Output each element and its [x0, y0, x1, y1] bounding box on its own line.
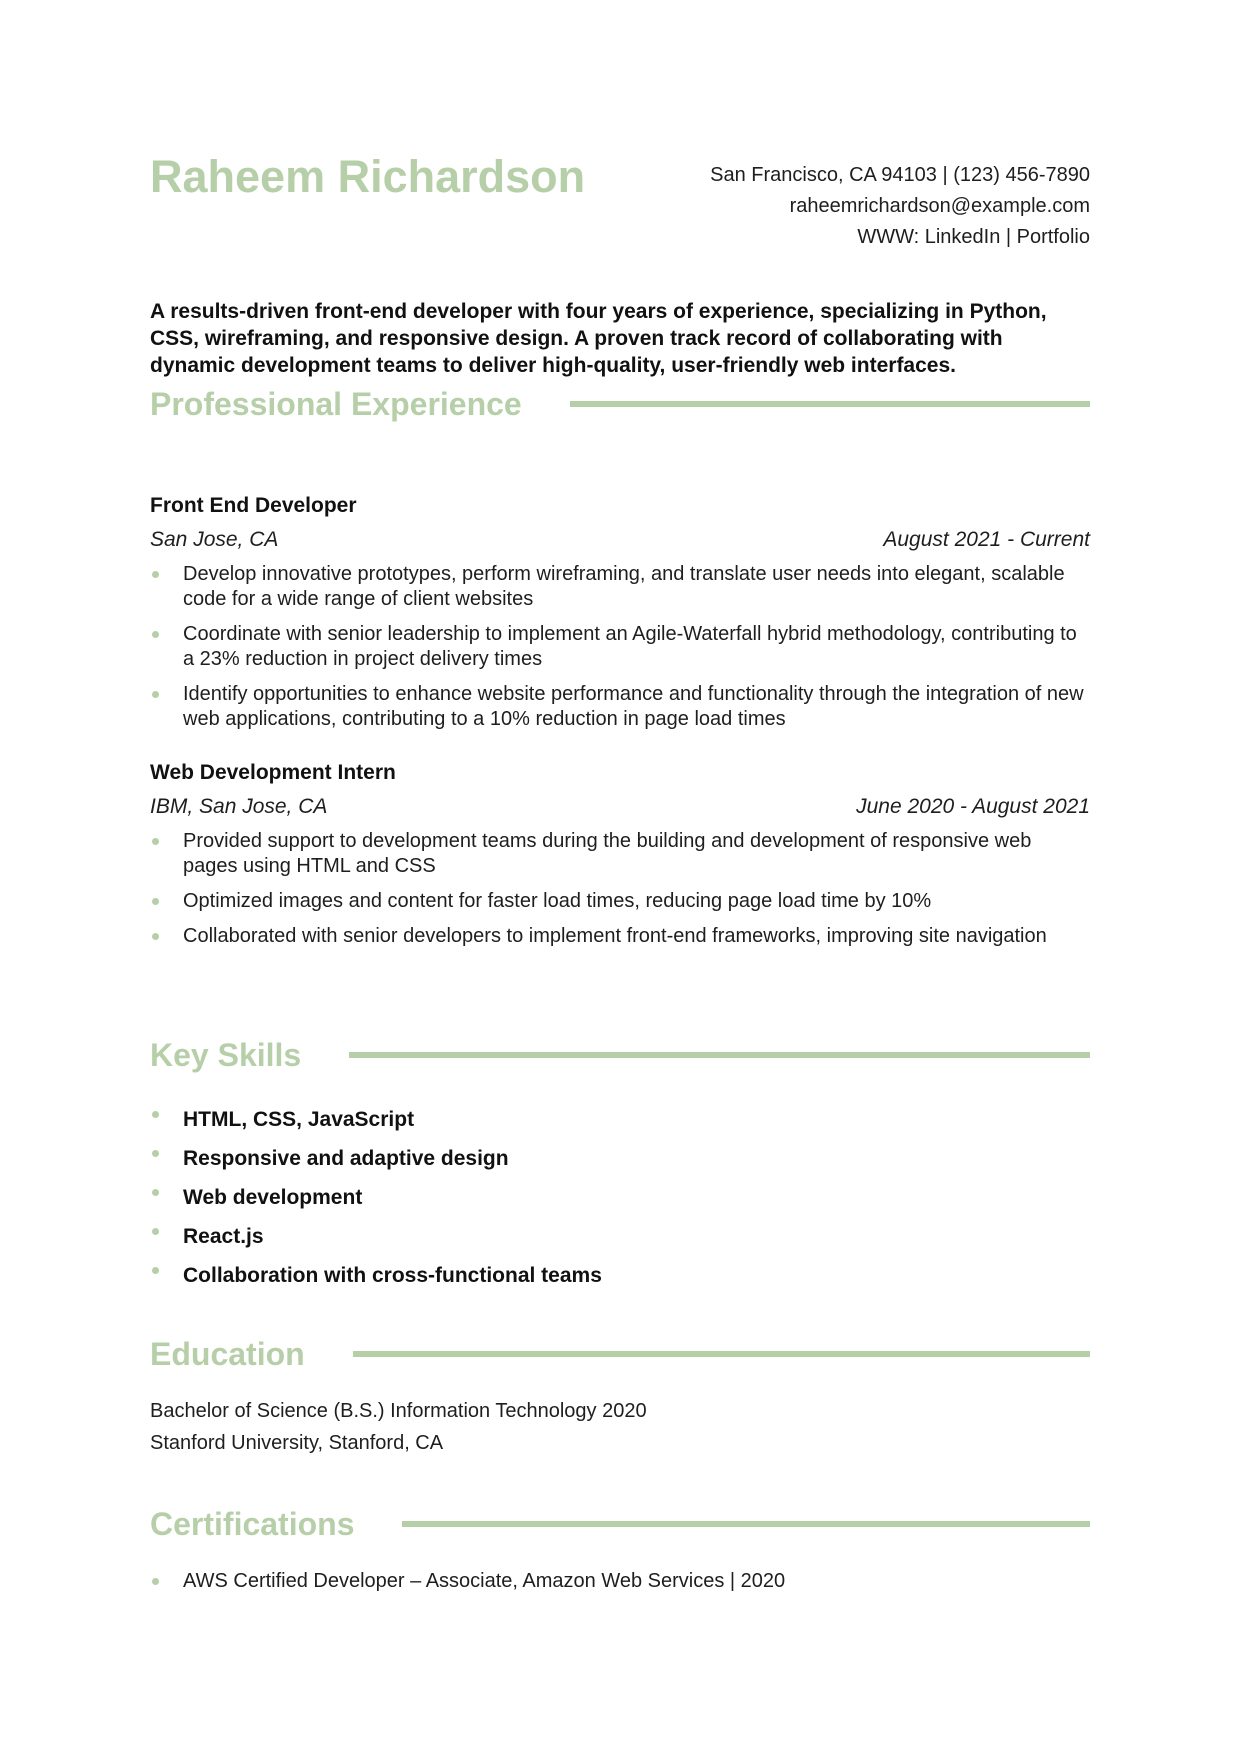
- bullet-dot-icon: [152, 933, 159, 940]
- education-school: Stanford University, Stanford, CA: [150, 1432, 444, 1454]
- contact-address-phone: San Francisco, CA 94103 | (123) 456-7890: [710, 164, 1090, 186]
- job-title: Web Development Intern: [150, 761, 396, 784]
- list-item: Responsive and adaptive design: [150, 1139, 1090, 1178]
- bullet-dot-icon: [152, 1111, 159, 1118]
- job-bullets: [150, 829, 1090, 949]
- list-item: Web development: [150, 1178, 1090, 1217]
- contact-www: WWW: LinkedIn | Portfolio: [857, 226, 1090, 248]
- resume-header: [150, 150, 1090, 260]
- section-title: Certifications: [150, 1506, 355, 1542]
- bullet-dot-icon: [152, 898, 159, 905]
- list-item: Develop innovative prototypes, perform wireframing, and translate user needs into elegant, scalable code for a wide range of client websites: [150, 562, 1090, 612]
- certifications-section: [150, 1502, 1090, 1604]
- professional-summary: A results-driven front-end developer with four years of experience, specializing in Python, CSS, wireframing, and responsive design. A proven track record of collaborating with dynamic development teams to deliver high-quality, user-friendly web interfaces.: [150, 300, 1047, 377]
- list-item: Collaboration with cross-functional teams: [150, 1256, 1090, 1295]
- bullet-dot-icon: [152, 691, 159, 698]
- list-item: HTML, CSS, JavaScript: [150, 1100, 1090, 1139]
- bullet-dot-icon: [152, 1578, 159, 1585]
- certifications-heading: [150, 1502, 1090, 1546]
- job-location: San Jose, CA: [150, 528, 279, 551]
- list-item: Collaborated with senior developers to implement front-end frameworks, improving site navigation: [150, 924, 1090, 949]
- job-bullets: [150, 562, 1090, 732]
- section-title: Education: [150, 1336, 305, 1372]
- job-dates: June 2020 - August 2021: [856, 795, 1090, 818]
- education-section: [150, 1332, 1090, 1459]
- contact-email: raheemrichardson@example.com: [789, 195, 1090, 217]
- candidate-name: Raheem Richardson: [150, 151, 586, 202]
- certifications-list: [150, 1569, 1090, 1594]
- skills-list: [150, 1100, 1090, 1295]
- bullet-dot-icon: [152, 1189, 159, 1196]
- skills-section: [150, 1033, 1090, 1295]
- list-item: Provided support to development teams during the building and development of responsive web pages using HTML and CSS: [150, 829, 1090, 879]
- education-entry: [150, 1395, 1090, 1459]
- education-degree: Bachelor of Science (B.S.) Information Technology 2020: [150, 1400, 647, 1422]
- section-divider: [349, 1052, 1090, 1058]
- section-title: Key Skills: [150, 1037, 302, 1073]
- section-divider: [570, 401, 1090, 407]
- experience-section: [150, 382, 1090, 426]
- bullet-dot-icon: [152, 838, 159, 845]
- section-divider: [402, 1521, 1090, 1527]
- job-meta: [150, 793, 1090, 821]
- contact-block: [710, 160, 1090, 253]
- job-entry: [150, 492, 1090, 742]
- job-title: Front End Developer: [150, 494, 357, 517]
- bullet-dot-icon: [152, 631, 159, 638]
- bullet-dot-icon: [152, 1267, 159, 1274]
- list-item: React.js: [150, 1217, 1090, 1256]
- list-item: Identify opportunities to enhance website performance and functionality through the integration of new web applications, contributing to a 10% reduction in page load times: [150, 682, 1090, 732]
- job-dates: August 2021 - Current: [883, 528, 1090, 551]
- job-location: IBM, San Jose, CA: [150, 795, 328, 818]
- list-item: Coordinate with senior leadership to implement an Agile-Waterfall hybrid methodology, contributing to a 23% reduction in project delivery times: [150, 622, 1090, 672]
- experience-heading: [150, 382, 1090, 426]
- section-title: Professional Experience: [150, 386, 522, 422]
- education-heading: [150, 1332, 1090, 1376]
- list-item: Optimized images and content for faster load times, reducing page load time by 10%: [150, 889, 1090, 914]
- bullet-dot-icon: [152, 1228, 159, 1235]
- resume-page: [150, 0, 1090, 1754]
- job-meta: [150, 526, 1090, 554]
- skills-heading: [150, 1033, 1090, 1077]
- bullet-dot-icon: [152, 571, 159, 578]
- bullet-dot-icon: [152, 1150, 159, 1157]
- list-item: AWS Certified Developer – Associate, Amazon Web Services | 2020: [150, 1569, 1090, 1594]
- section-divider: [353, 1351, 1090, 1357]
- job-entry: [150, 759, 1090, 959]
